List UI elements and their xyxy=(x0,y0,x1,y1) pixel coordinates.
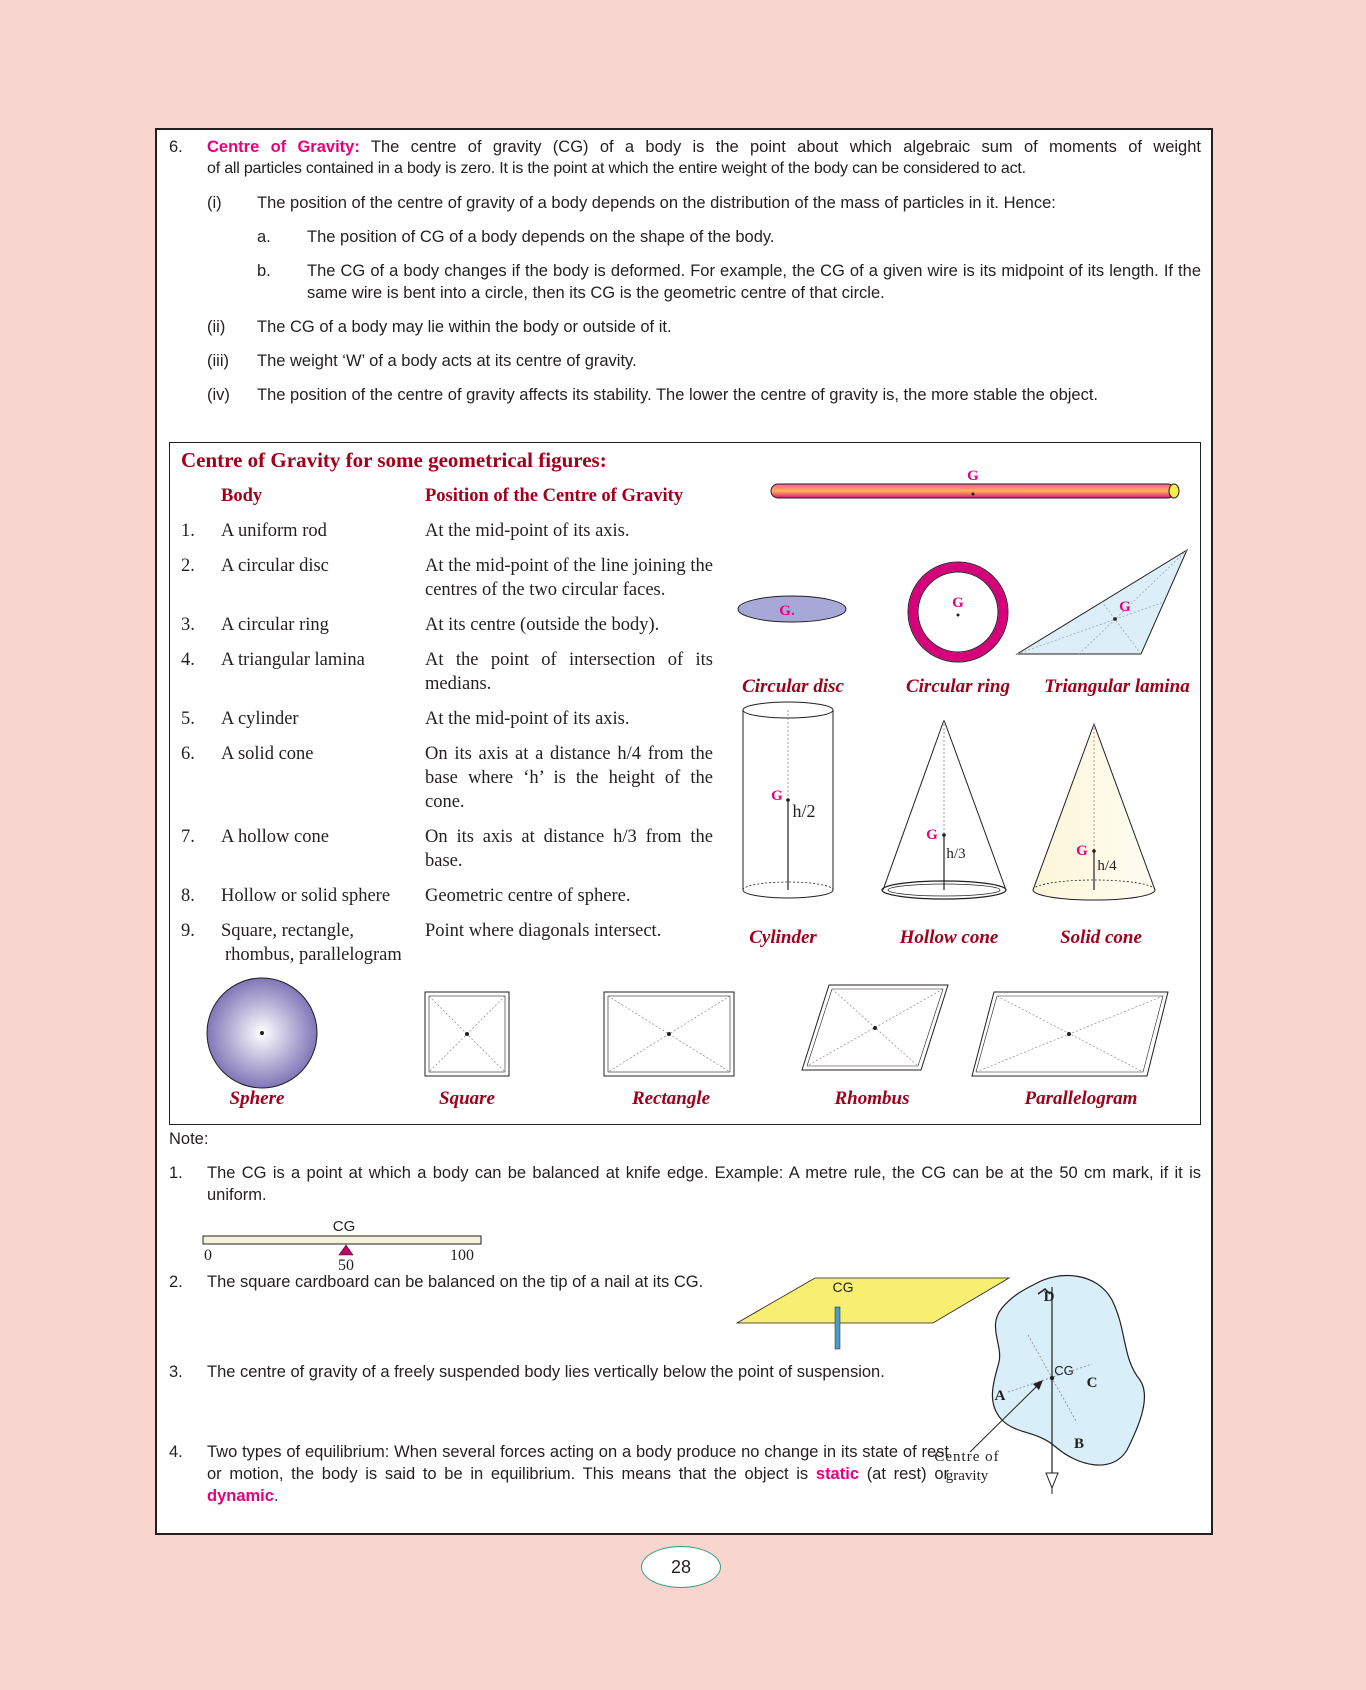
cardboard-on-nail-figure xyxy=(737,1278,1009,1349)
row-number: 4. xyxy=(181,650,195,670)
centre-of-gravity-caption-line1: Centre of xyxy=(934,1449,1000,1465)
row-body: A solid cone xyxy=(221,744,314,764)
section-number: 6. xyxy=(169,138,183,156)
caption-cylinder: Cylinder xyxy=(749,927,817,948)
row-number: 6. xyxy=(181,744,195,764)
ring-g-label: G xyxy=(952,595,964,611)
cardboard-cg-label: CG xyxy=(832,1279,854,1295)
note-text-equilibrium: Two types of equilibrium: When several forces acting on a body produce no change in its state of rest or motion, the body is said to be in equilibrium. This means that the object is static (at rest) or dynamic. xyxy=(207,1443,950,1505)
column-header-position: Position of the Centre of Gravity xyxy=(425,486,684,506)
point-text: The weight ‘W’ of a body acts at its centre of gravity. xyxy=(257,352,637,370)
dynamic-term: dynamic xyxy=(207,1487,274,1505)
uniform-rod-figure xyxy=(771,468,1179,498)
row-body-continued: rhombus, parallelogram xyxy=(225,945,402,965)
circular-ring-figure xyxy=(906,562,1010,697)
row-number: 3. xyxy=(181,615,195,635)
caption-solid-cone: Solid cone xyxy=(1060,927,1142,948)
triangle-g-label: G xyxy=(1119,599,1131,615)
subpoint-label: b. xyxy=(257,262,271,280)
row-position: At its centre (outside the body). xyxy=(425,615,660,635)
row-number: 8. xyxy=(181,886,195,906)
figures-canvas xyxy=(157,130,1211,1533)
point-label: (ii) xyxy=(207,318,226,336)
note-number: 1. xyxy=(169,1164,183,1182)
caption-parallelogram: Parallelogram xyxy=(1024,1088,1138,1109)
row-number: 2. xyxy=(181,556,195,576)
row-body: A cylinder xyxy=(221,709,299,729)
suspension-b-label: B xyxy=(1073,1436,1085,1452)
solid-cone-h4-label: h/4 xyxy=(1097,858,1117,874)
section-heading: Centre of Gravity: xyxy=(207,138,360,156)
row-position: On its axis at distance h/3 from the base. xyxy=(425,827,713,871)
static-term: static xyxy=(815,1465,859,1483)
note-number: 4. xyxy=(169,1443,183,1461)
content-page xyxy=(155,128,1213,1535)
centre-of-gravity-caption-line2: gravity xyxy=(945,1468,989,1484)
section-intro-line2: of all particles contained in a body is zero. It is the point at which the entire weight of the body can be considered to act. xyxy=(207,160,1026,177)
row-position: Geometric centre of sphere. xyxy=(425,886,631,906)
caption-hollow-cone: Hollow cone xyxy=(899,927,999,948)
disc-g-label: G. xyxy=(779,603,795,619)
row-position: At the mid-point of its axis. xyxy=(425,521,630,541)
point-text: The CG of a body may lie within the body or outside of it. xyxy=(257,318,672,336)
hollow-cone-g-label: G xyxy=(926,827,938,843)
rod-g-label: G xyxy=(967,468,979,484)
row-position: At the mid-point of the line joining the centres of the two circular faces. xyxy=(425,556,713,600)
ruler-cg-label: CG xyxy=(332,1218,356,1235)
parallelogram-figure xyxy=(972,992,1168,1109)
row-position: At the mid-point of its axis. xyxy=(425,709,630,729)
note-text: The square cardboard can be balanced on the tip of a nail at its CG. xyxy=(207,1273,704,1291)
point-label: (i) xyxy=(207,194,222,212)
column-header-body: Body xyxy=(221,486,263,506)
point-label: (iii) xyxy=(207,352,229,370)
point-label: (iv) xyxy=(207,386,230,404)
row-body: Square, rectangle, xyxy=(221,921,355,941)
rectangle-figure xyxy=(604,992,734,1109)
cylinder-g-label: G xyxy=(771,788,783,804)
row-number: 1. xyxy=(181,521,195,541)
note-text: The CG is a point at which a body can be balanced at knife edge. Example: A metre rule, the CG can be at the 50 cm mark, if it is uniform. xyxy=(207,1164,1201,1204)
sphere-figure xyxy=(207,978,317,1109)
caption-square: Square xyxy=(439,1088,495,1109)
note-title: Note: xyxy=(169,1130,209,1148)
solid-cone-figure xyxy=(1033,724,1155,948)
point-text: The position of the centre of gravity of a body depends on the distribution of the mass of particles in it. Hence: xyxy=(257,194,1056,212)
caption-sphere: Sphere xyxy=(229,1088,285,1109)
ruler-fifty-label: 50 xyxy=(338,1257,354,1274)
row-position: On its axis at a distance h/4 from the base where ‘h’ is the height of the cone. xyxy=(425,744,713,812)
subpoint-text: The CG of a body changes if the body is deformed. For example, the CG of a given wire is its midpoint of its length. If the same wire is bent into a circle, then its CG is the geometric centre of that circle. xyxy=(307,262,1201,302)
ruler-zero-label: 0 xyxy=(204,1247,212,1264)
row-number: 9. xyxy=(181,921,195,941)
caption-triangular-lamina: Triangular lamina xyxy=(1044,676,1190,697)
cylinder-figure xyxy=(743,702,833,948)
suspended-cg-label: CG xyxy=(1054,1363,1074,1378)
row-number: 7. xyxy=(181,827,195,847)
row-position: At the point of intersection of its medians. xyxy=(425,650,713,694)
note-text: The centre of gravity of a freely suspended body lies vertically below the point of suspension. xyxy=(207,1363,885,1381)
row-body: A uniform rod xyxy=(221,521,327,541)
suspension-d-label: D xyxy=(1043,1289,1055,1305)
hollow-cone-h3-label: h/3 xyxy=(946,846,966,862)
caption-rhombus: Rhombus xyxy=(834,1088,910,1109)
cylinder-h2-label: h/2 xyxy=(792,801,816,821)
circular-disc-figure xyxy=(738,596,846,697)
caption-circular-ring: Circular ring xyxy=(905,676,1011,697)
suspension-c-label: C xyxy=(1086,1375,1098,1391)
row-body: A circular ring xyxy=(221,615,329,635)
metre-rule-figure xyxy=(203,1218,481,1274)
row-body: Hollow or solid sphere xyxy=(221,886,391,906)
row-body: A circular disc xyxy=(221,556,329,576)
row-position: Point where diagonals intersect. xyxy=(425,921,662,941)
section-intro-line1: Centre of Gravity: The centre of gravity (CG) of a body is the point about which algebraic sum of moments of weight xyxy=(207,138,1201,156)
row-number: 5. xyxy=(181,709,195,729)
note-number: 3. xyxy=(169,1363,183,1381)
subpoint-label: a. xyxy=(257,228,271,246)
row-body: A triangular lamina xyxy=(221,650,365,670)
rhombus-figure xyxy=(802,985,948,1109)
solid-cone-g-label: G xyxy=(1076,843,1088,859)
caption-rectangle: Rectangle xyxy=(631,1088,711,1109)
triangular-lamina-figure xyxy=(1017,550,1190,697)
note-number: 2. xyxy=(169,1273,183,1291)
table-title: Centre of Gravity for some geometrical figures: xyxy=(181,448,607,472)
page-number: 28 xyxy=(641,1546,721,1588)
subpoint-text: The position of CG of a body depends on the shape of the body. xyxy=(307,228,775,246)
point-text: The position of the centre of gravity affects its stability. The lower the centre of gravity is, the more stable the object. xyxy=(257,386,1099,404)
ruler-hundred-label: 100 xyxy=(450,1247,474,1264)
suspended-body-figure xyxy=(934,1276,1144,1494)
square-figure xyxy=(425,992,509,1109)
caption-circular-disc: Circular disc xyxy=(742,676,844,697)
suspension-a-label: A xyxy=(994,1388,1006,1404)
row-body: A hollow cone xyxy=(221,827,329,847)
hollow-cone-figure xyxy=(882,720,1006,948)
